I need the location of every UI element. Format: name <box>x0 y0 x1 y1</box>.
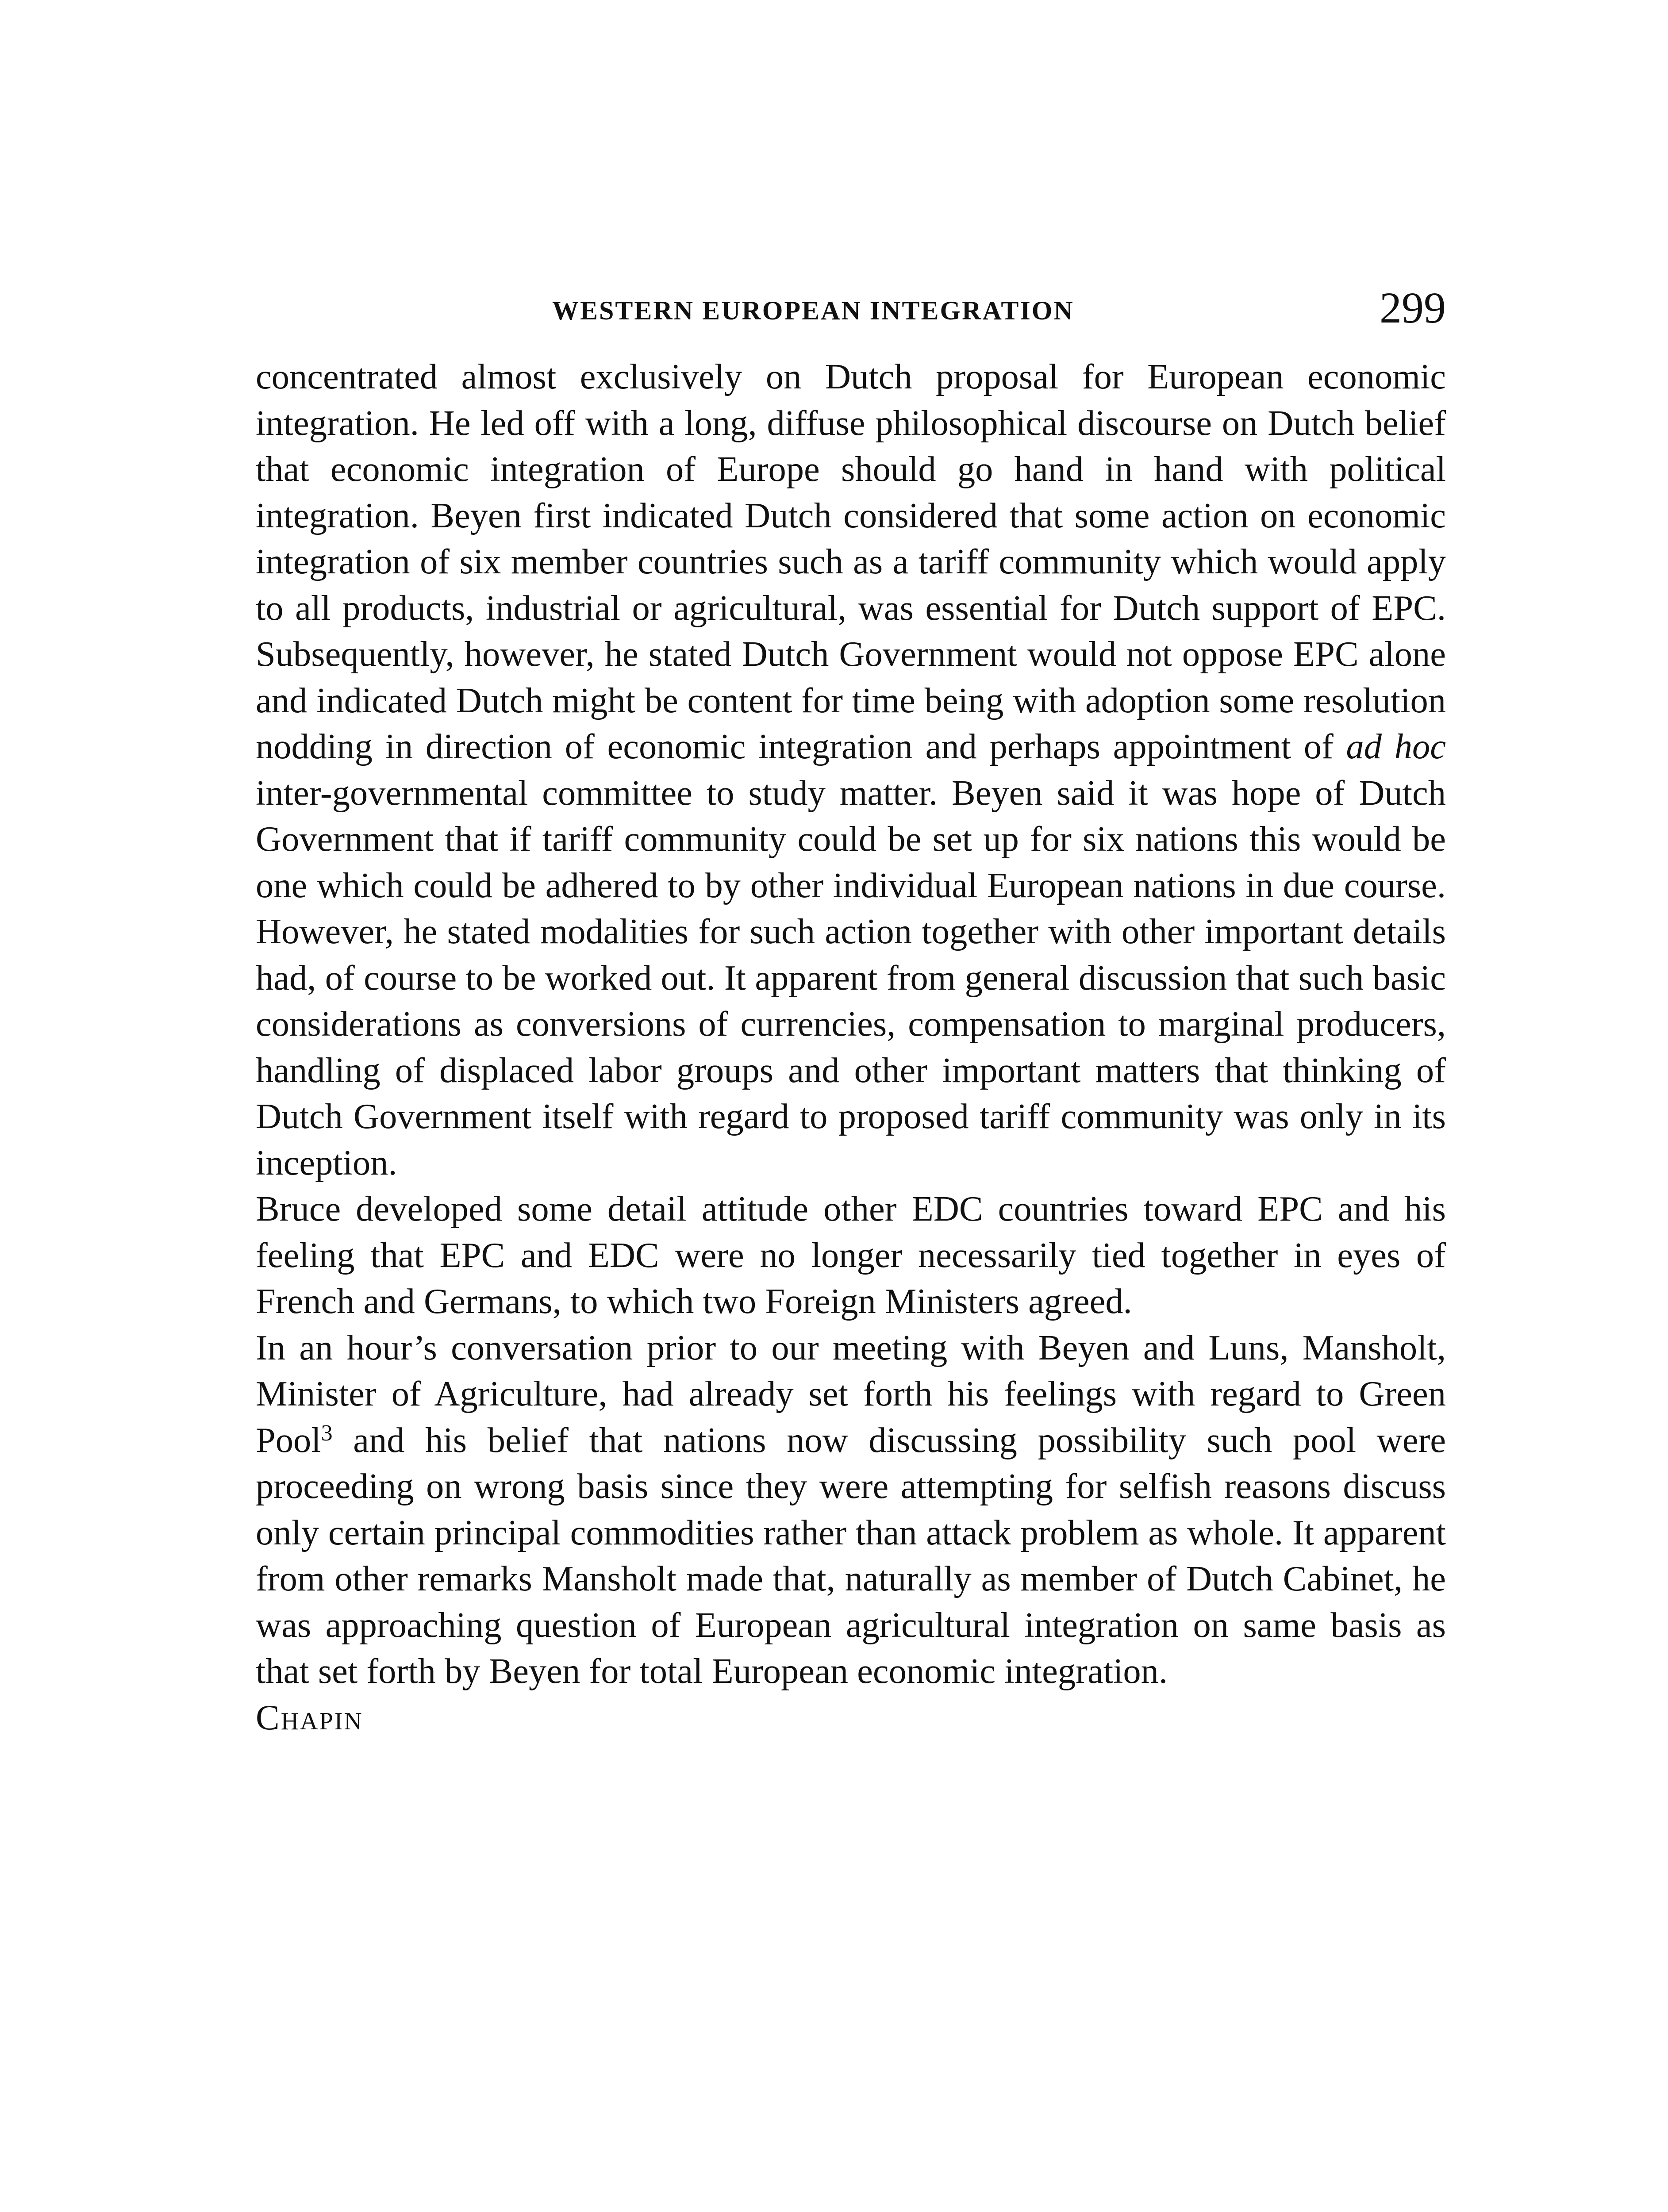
italic-term: ad hoc <box>1346 727 1446 766</box>
paragraph-3 <box>256 1325 1446 1695</box>
footnote-reference[interactable]: 3 <box>321 1420 333 1446</box>
document-page <box>256 0 1446 2212</box>
paragraph-1 <box>256 354 1446 1186</box>
running-title: WESTERN EUROPEAN INTEGRATION <box>552 296 1074 325</box>
paragraph-2: Bruce developed some detail attitude other EDC countries toward EPC and his feeling that EPC and EDC were no longer necessarily tied together in eyes of French and Germans, to which two Foreign Ministers agreed. <box>256 1189 1446 1321</box>
paragraph-1-text-b: inter-governmental committee to study matter. Beyen said it was hope of Dutch Government that if tariff community could be set up for six nations this would be one which could be adhered to by other individual European nations in due course. However, he stated modalities for such action together with other important details had, of course to be worked out. It apparent from general discussion that such basic considerations as conversions of currencies, compensation to marginal producers, handling of displaced labor groups and other important matters that thinking of Dutch Government itself with regard to proposed tariff community was only in its inception. <box>256 773 1446 1183</box>
body-text <box>256 354 1446 1741</box>
signature: Chapin <box>256 1697 363 1737</box>
paragraph-1-text-a: concentrated almost exclusively on Dutch proposal for European economic integration. He led off with a long, diffuse philosophical discourse on Dutch belief that economic integration of Europe should go hand in hand with political integration. Beyen first indicated Dutch considered that some action on economic integration of six member countries such as a tariff community which would apply to all products, industrial or agricultural, was essential for Dutch support of EPC. Subsequently, however, he stated Dutch Government would not oppose EPC alone and indicated Dutch might be content for time being with adoption some resolution nodding in direction of economic integration and perhaps appointment of <box>256 357 1446 766</box>
running-head <box>256 282 1446 340</box>
paragraph-3-text-b: and his belief that nations now discussing possibility such pool were proceeding on wrong basis since they were attempting for selfish reasons discuss only certain principal commodities rather than attack problem as whole. It apparent from other remarks Mansholt made that, naturally as member of Dutch Cabinet, he was approaching question of European agricultural integration on same basis as that set forth by Beyen for total European economic integration. <box>256 1420 1446 1691</box>
paragraph-3-text-a: In an hour’s conversation prior to our meeting with Beyen and Luns, Mansholt, Minister of Agriculture, had already set forth his feelings with regard to Green Pool <box>256 1328 1446 1460</box>
page-number: 299 <box>1380 283 1446 332</box>
